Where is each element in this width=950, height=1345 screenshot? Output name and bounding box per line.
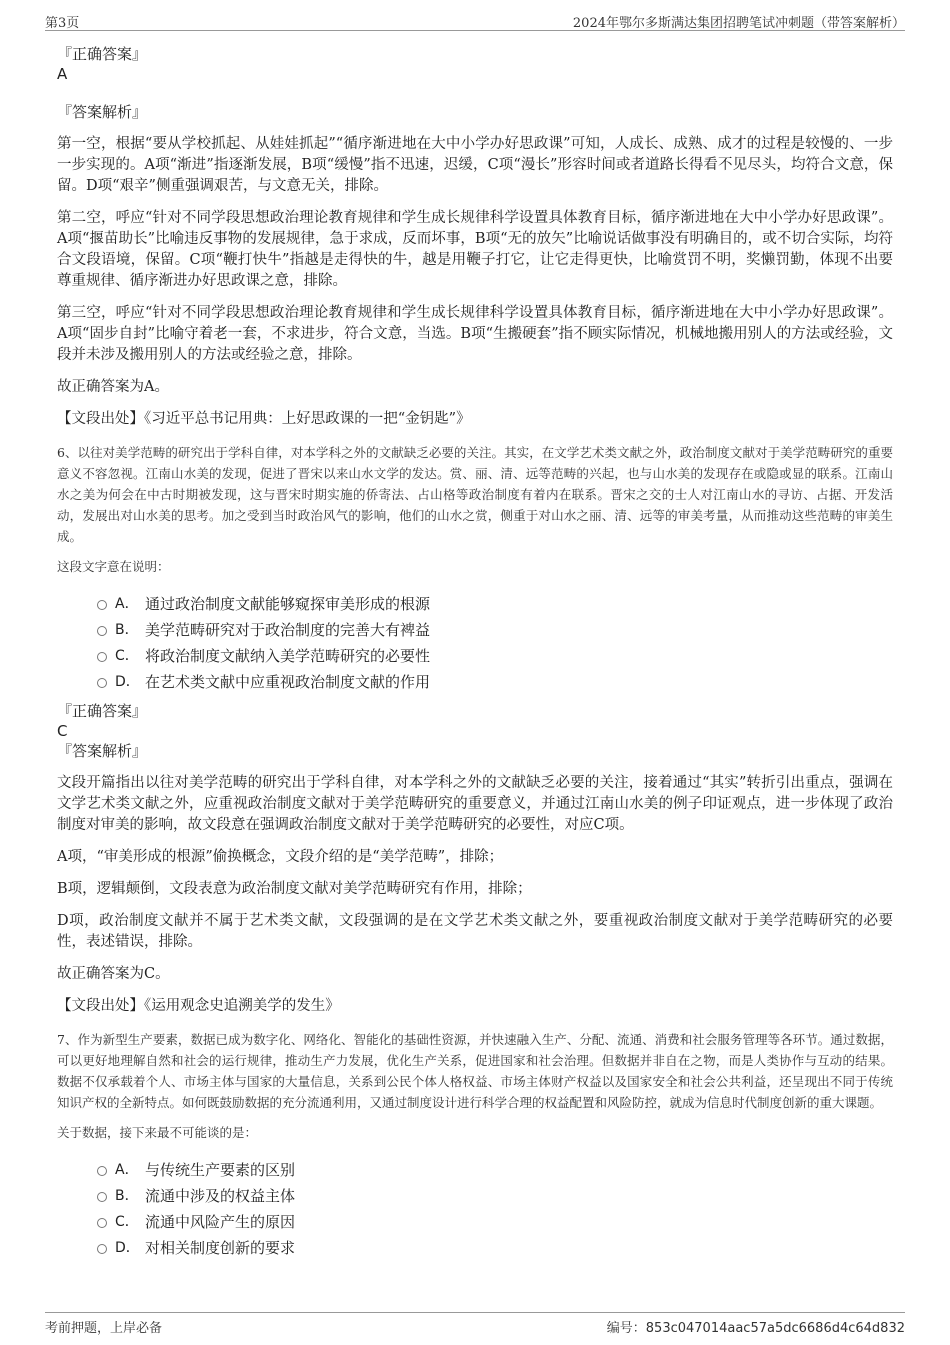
option-text: 流通中风险产生的原因 bbox=[145, 1213, 296, 1231]
question-prompt: 关于数据，接下来最不可能谈的是： bbox=[57, 1125, 258, 1140]
source-citation: 【文段出处】《习近平总书记用典：上好思政课的一把“金钥匙”》 bbox=[57, 411, 471, 427]
option-letter: C． bbox=[115, 648, 139, 664]
option-letter: B． bbox=[115, 622, 139, 638]
source-citation: 【文段出处】《运用观念史追溯美学的发生》 bbox=[57, 998, 340, 1014]
radio-icon[interactable] bbox=[97, 678, 107, 688]
option-a[interactable] bbox=[57, 591, 893, 617]
option-d[interactable] bbox=[57, 669, 893, 695]
page-number: 第3页 bbox=[45, 16, 80, 31]
radio-icon[interactable] bbox=[97, 600, 107, 610]
option-text: 对相关制度创新的要求 bbox=[145, 1239, 296, 1257]
analysis-tag: 『答案解析』 bbox=[57, 103, 148, 121]
question-prompt: 这段文字意在说明： bbox=[57, 559, 170, 574]
page-header bbox=[45, 8, 905, 31]
analysis-paragraph: D项，政治制度文献并不属于艺术类文献，文段强调的是在文学艺术类文献之外，要重视政治制度文献对于美学范畴研究的必要性，表述错误，排除。 bbox=[57, 913, 893, 950]
option-letter: A． bbox=[115, 596, 139, 612]
analysis-paragraph: 第二空，呼应“针对不同学段思想政治理论教育规律和学生成长规律科学设置具体教育目标，循序渐进地在大中小学办好思政课”。A项“揠苗助长”比喻违反事物的发展规律，急于求成，反而坏事，B项“无的放矢”比喻说话做事没有明确目的，或不切合实际，均符合文段语境，保留。C项“鞭打快牛”指越是走得快的牛，越是用鞭子打它，让它走得更快，比喻赏罚不明，奖懒罚勤，体现不出要尊重规律、循序渐进办好思政课之意，排除。 bbox=[57, 210, 893, 289]
option-b[interactable] bbox=[57, 617, 893, 643]
radio-icon[interactable] bbox=[97, 1244, 107, 1254]
question-stem: 6、以往对美学范畴的研究出于学科自律，对本学科之外的文献缺乏必要的关注。其实，在文学艺术类文献之外，政治制度文献对于美学范畴研究的重要意义不容忽视。江南山水美的发现，促进了晋宋以来山水文学的发达。赏、丽、清、远等范畴的兴起，也与山水美的发现存在或隐或显的联系。江南山水之美为何会在中古时期被发现，这与晋宋时期实施的侨寄法、占山格等政治制度有着内在联系。晋宋之交的士人对江南山水的寻访、占据、开发活动，发展出对山水美的思考。加之受到当时政治风气的影响，他们的山水之赏，侧重于对山水之丽、清、远等的审美考量，从而推动这些范畴的审美生成。 bbox=[57, 445, 893, 544]
option-c[interactable] bbox=[57, 1209, 893, 1235]
analysis-paragraph: 文段开篇指出以往对美学范畴的研究出于学科自律，对本学科之外的文献缺乏必要的关注，接着通过“其实”转折引出重点，强调在文学艺术类文献之外，应重视政治制度文献对于美学范畴研究的重要意义，并通过江南山水美的例子印证观点，进一步体现了政治制度对审美的影响，故文段意在强调政治制度文献对于美学范畴研究的必要性，对应C项。 bbox=[57, 775, 893, 833]
document-title: 2024年鄂尔多斯满达集团招聘笔试冲刺题（带答案解析） bbox=[572, 16, 905, 31]
option-a[interactable] bbox=[57, 1157, 893, 1183]
option-d[interactable] bbox=[57, 1235, 893, 1261]
serial-label: 编号： bbox=[606, 1321, 646, 1336]
option-text: 美学范畴研究对于政治制度的完善大有裨益 bbox=[145, 621, 431, 639]
analysis-paragraph: B项，逻辑颠倒，文段表意为政治制度文献对美学范畴研究有作用，排除； bbox=[57, 881, 532, 897]
conclusion: 故正确答案为C。 bbox=[57, 966, 170, 982]
question-stem: 7、作为新型生产要素，数据已成为数字化、网络化、智能化的基础性资源，并快速融入生产、分配、流通、消费和社会服务管理等各环节。通过数据，可以更好地理解自然和社会的运行规律，推动生产力发展，优化生产关系，促进国家和社会治理。但数据并非自在之物，而是人类协作与互动的结果。数据不仅承载着个人、市场主体与国家的大量信息，关系到公民个体人格权益、市场主体财产权益以及国家安全和社会公共利益，还呈现出不同于传统知识产权的全新特点。如何既鼓励数据的充分流通利用，又通过制度设计进行科学合理的权益配置和风险防控，就成为信息时代制度创新的重大课题。 bbox=[57, 1032, 893, 1110]
radio-icon[interactable] bbox=[97, 1166, 107, 1176]
analysis-paragraph: 第三空，呼应“针对不同学段思想政治理论教育规律和学生成长规律科学设置具体教育目标，循序渐进地在大中小学办好思政课”。A项“固步自封”比喻守着老一套，不求进步，符合文意，当选。B项“生搬硬套”指不顾实际情况，机械地搬用别人的方法或经验，文段并未涉及搬用别人的方法或经验之意，排除。 bbox=[57, 305, 893, 363]
correct-answer: A bbox=[57, 65, 68, 83]
option-text: 通过政治制度文献能够窥探审美形成的根源 bbox=[145, 595, 431, 613]
page-content bbox=[57, 44, 893, 1261]
option-text: 流通中涉及的权益主体 bbox=[145, 1187, 296, 1205]
analysis-tag: 『答案解析』 bbox=[57, 742, 148, 760]
footer-slogan: 考前押题，上岸必备 bbox=[45, 1321, 163, 1336]
option-text: 将政治制度文献纳入美学范畴研究的必要性 bbox=[145, 647, 431, 665]
option-letter: D． bbox=[115, 674, 140, 690]
option-letter: D． bbox=[115, 1240, 140, 1256]
analysis-paragraph: 第一空，根据“要从学校抓起、从娃娃抓起”“循序渐进地在大中小学办好思政课”可知，人成长、成熟、成才的过程是较慢的、一步一步实现的。A项“渐进”指逐渐发展，B项“缓慢”指不迅速，迟缓，C项“漫长”形容时间或者道路长得看不见尽头，均符合文意，保留。D项“艰辛”侧重强调艰苦，与文意无关，排除。 bbox=[57, 136, 893, 194]
answer-tag: 『正确答案』 bbox=[57, 45, 148, 63]
radio-icon[interactable] bbox=[97, 652, 107, 662]
page-footer bbox=[45, 1312, 905, 1341]
serial-number bbox=[607, 1317, 905, 1336]
radio-icon[interactable] bbox=[97, 1192, 107, 1202]
correct-answer: C bbox=[57, 722, 68, 740]
radio-icon[interactable] bbox=[97, 626, 107, 636]
answer-tag: 『正确答案』 bbox=[57, 702, 148, 720]
option-letter: B． bbox=[115, 1188, 139, 1204]
option-c[interactable] bbox=[57, 643, 893, 669]
option-text: 与传统生产要素的区别 bbox=[145, 1161, 296, 1179]
analysis-paragraph: A项，“审美形成的根源”偷换概念，文段介绍的是“美学范畴”，排除； bbox=[57, 849, 504, 865]
option-letter: A． bbox=[115, 1162, 139, 1178]
radio-icon[interactable] bbox=[97, 1218, 107, 1228]
conclusion: 故正确答案为A。 bbox=[57, 379, 169, 395]
option-letter: C． bbox=[115, 1214, 139, 1230]
serial-value: 853c047014aac57a5dc6686d4c64d832 bbox=[645, 1321, 905, 1336]
option-text: 在艺术类文献中应重视政治制度文献的作用 bbox=[145, 673, 431, 691]
option-b[interactable] bbox=[57, 1183, 893, 1209]
